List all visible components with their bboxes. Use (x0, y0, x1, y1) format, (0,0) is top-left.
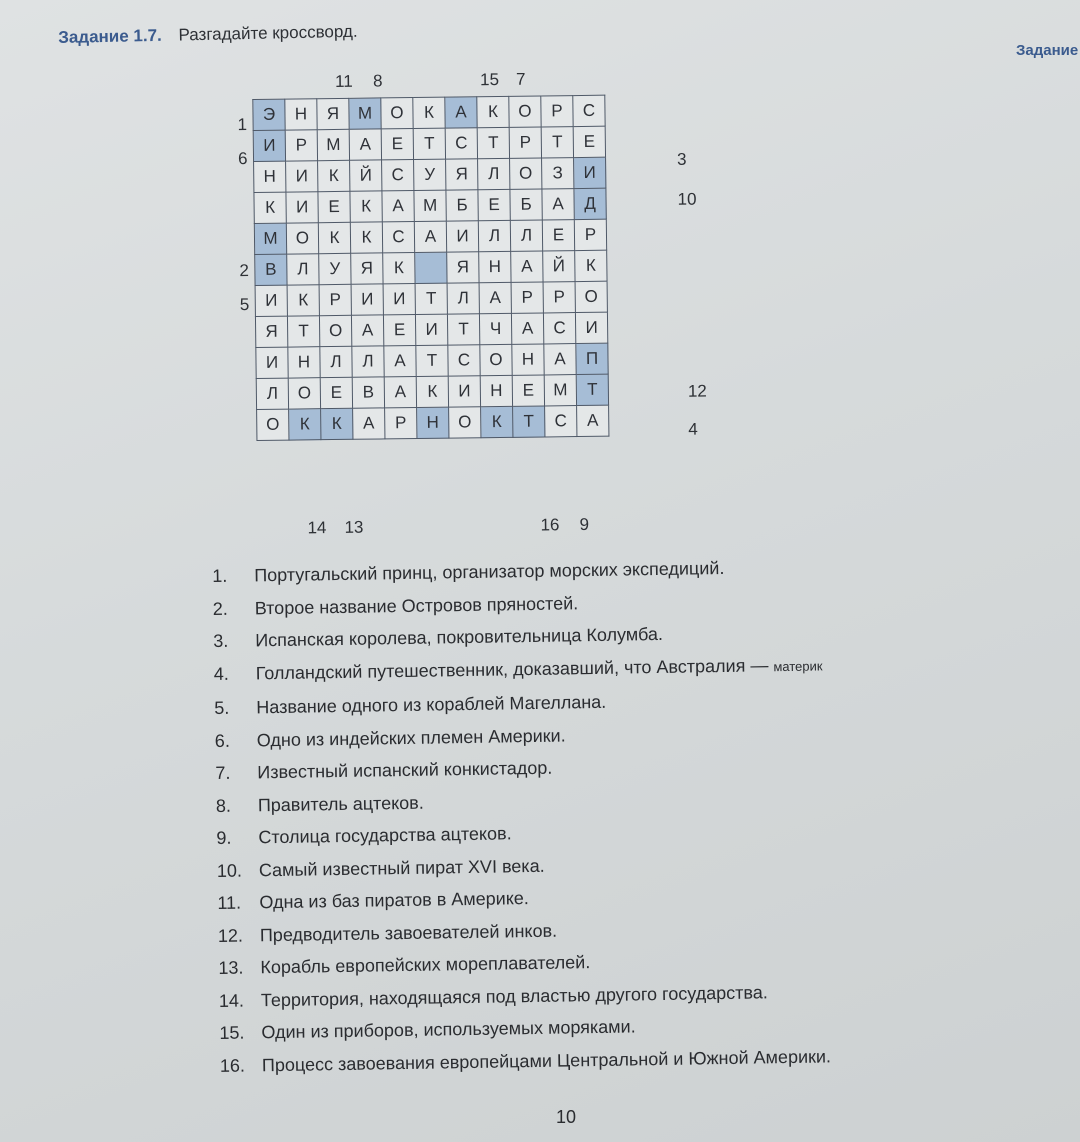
clue-text-small: материк (773, 657, 823, 674)
grid-cell: Н (288, 347, 320, 378)
clue-number: 1. (212, 565, 228, 586)
clue-list (212, 550, 831, 1082)
grid-cell: П (576, 343, 608, 374)
grid-cell: Т (415, 283, 447, 314)
grid-row (254, 219, 606, 254)
crossword-grid (252, 95, 609, 441)
grid-cell: С (573, 95, 605, 126)
clue-text: Самый известный пират XVI века. (258, 855, 545, 880)
grid-cell: М (317, 129, 349, 160)
grid-cell: Т (413, 128, 445, 159)
grid-cell: А (544, 344, 576, 375)
crossword (237, 69, 707, 538)
grid-cell: Р (511, 282, 543, 313)
clue-number: 15. (219, 1022, 245, 1043)
grid-cell: О (575, 281, 607, 312)
grid-cell: Е (381, 129, 413, 160)
grid-cell: Б (510, 189, 542, 220)
clue-number-top: 7 (515, 69, 526, 89)
clue-number-top: 15 (479, 69, 500, 90)
clue-number-bottom: 14 (307, 518, 327, 538)
grid-cell: К (318, 160, 350, 191)
grid-cell: И (575, 312, 607, 343)
clue-text: Предводитель завоевателей инков. (259, 920, 558, 945)
clue-number-bottom: 13 (344, 517, 364, 537)
grid-row (255, 281, 607, 316)
grid-cell: А (349, 129, 381, 160)
grid-cell: В (352, 377, 384, 408)
grid-cell: И (448, 376, 480, 407)
grid-cell: Т (541, 127, 573, 158)
grid-cell (415, 252, 447, 283)
grid-cell: К (416, 376, 448, 407)
grid-cell: М (349, 98, 381, 129)
grid-cell: С (543, 313, 575, 344)
grid-cell: Д (574, 188, 606, 219)
grid-cell: А (384, 377, 416, 408)
grid-cell: Н (285, 99, 317, 130)
grid-cell: С (382, 222, 414, 253)
grid-row (253, 126, 605, 161)
grid-cell: Е (542, 220, 574, 251)
clue-number: 12. (217, 925, 244, 946)
clue-number: 10. (216, 860, 243, 881)
grid-cell: О (319, 315, 351, 346)
clue-number: 7. (215, 762, 231, 783)
clue-number: 2. (212, 598, 228, 619)
clue-number-left: 1 (237, 115, 248, 135)
grid-cell: И (383, 284, 415, 315)
grid-cell: Е (320, 377, 352, 408)
clue-text: Одна из баз пиратов в Америке. (259, 888, 529, 913)
grid-cell: З (542, 158, 574, 189)
grid-cell: Я (255, 316, 287, 347)
clue-number-left: 6 (237, 149, 248, 169)
grid-row (257, 405, 609, 440)
grid-cell: К (321, 408, 353, 439)
grid-cell: У (319, 253, 351, 284)
grid-cell: Е (573, 126, 605, 157)
clue-number: 5. (214, 697, 230, 718)
clue-text: Испанская королева, покровительница Колумба. (255, 623, 664, 651)
grid-cell: Н (480, 375, 512, 406)
grid-row (253, 95, 605, 130)
clue-text: Название одного из кораблей Магеллана. (256, 691, 607, 718)
grid-cell: Т (287, 316, 319, 347)
grid-cell: Л (478, 158, 510, 189)
grid-cell: И (415, 314, 447, 345)
grid-cell: Л (478, 220, 510, 251)
grid-cell: М (254, 223, 286, 254)
clue-number-right: 4 (688, 419, 698, 439)
grid-cell: Р (541, 96, 573, 127)
grid-cell: Р (285, 130, 317, 161)
clue-text: Один из приборов, используемых моряками. (261, 1016, 636, 1043)
grid-cell: В (255, 254, 287, 285)
grid-row (255, 312, 607, 347)
grid-cell: О (509, 96, 541, 127)
grid-cell: К (287, 285, 319, 316)
grid-cell: К (477, 96, 509, 127)
task-instruction: Разгадайте кроссворд. (178, 21, 358, 45)
grid-cell: О (257, 409, 289, 440)
grid-cell: М (414, 190, 446, 221)
grid-cell: А (479, 282, 511, 313)
grid-cell: Л (320, 346, 352, 377)
grid-cell: О (480, 344, 512, 375)
grid-cell: Н (512, 344, 544, 375)
clue-text: Столица государства ацтеков. (258, 823, 512, 848)
clue-number: 8. (215, 795, 232, 816)
grid-cell: И (255, 285, 287, 316)
grid-cell: С (382, 160, 414, 191)
grid-cell: К (350, 222, 382, 253)
clue-text: Процесс завоевания европейцами Центральной и Южной Америки. (261, 1045, 832, 1075)
grid-cell: Я (446, 159, 478, 190)
grid-cell: О (449, 407, 481, 438)
grid-cell: Б (446, 190, 478, 221)
grid-cell: И (286, 192, 318, 223)
grid-cell: У (414, 159, 446, 190)
clue-text: Второе название Островов пряностей. (254, 592, 579, 618)
grid-cell: М (544, 375, 576, 406)
grid-cell: А (577, 405, 609, 436)
grid-cell: А (414, 221, 446, 252)
grid-cell: К (289, 409, 321, 440)
clue-number-bottom: 9 (579, 514, 590, 535)
clue-text: Известный испанский конкистадор. (257, 757, 553, 783)
grid-cell: И (574, 157, 606, 188)
clue-number-right: 10 (677, 189, 697, 209)
grid-cell: Е (478, 189, 510, 220)
grid-cell: К (481, 406, 513, 437)
grid-cell: А (353, 408, 385, 439)
grid-cell: Ч (479, 313, 511, 344)
clue-number-top: 11 (334, 71, 353, 91)
grid-cell: Е (512, 375, 544, 406)
grid-cell: К (254, 192, 286, 223)
clue-number: 3. (213, 630, 229, 651)
clue-number: 11. (217, 892, 242, 913)
grid-cell: К (383, 253, 415, 284)
grid-cell: Е (383, 315, 415, 346)
grid-cell: Н (479, 251, 511, 282)
page-number: 10 (556, 1107, 577, 1127)
clue-number: 9. (216, 827, 232, 848)
grid-cell: И (446, 221, 478, 252)
grid-cell: Я (447, 252, 479, 283)
grid-cell: Я (317, 98, 349, 129)
grid-cell: Т (447, 314, 479, 345)
clue-number: 16. (219, 1055, 246, 1076)
grid-row (256, 374, 608, 409)
grid-cell: И (351, 284, 383, 315)
grid-cell: О (510, 158, 542, 189)
clue-number-left: 2 (239, 261, 249, 281)
grid-cell: С (445, 128, 477, 159)
clue-text: Португальский принц, организатор морских экспедиций. (254, 557, 725, 586)
grid-cell: Т (477, 127, 509, 158)
grid-cell: Л (447, 283, 479, 314)
grid-row (256, 343, 608, 378)
grid-cell: И (256, 347, 288, 378)
grid-cell: Н (417, 407, 449, 438)
clue-text: Голландский путешественник, доказавший, что Австралия — (255, 654, 769, 683)
grid-cell: А (351, 315, 383, 346)
grid-cell: О (288, 378, 320, 409)
grid-cell: К (350, 191, 382, 222)
clue-number-top: 8 (372, 71, 383, 91)
grid-cell: Т (513, 406, 545, 437)
grid-cell: А (384, 346, 416, 377)
task-header (58, 22, 358, 48)
grid-cell: А (382, 191, 414, 222)
grid-cell: А (511, 251, 543, 282)
grid-cell: Т (576, 374, 608, 405)
grid-cell: Е (318, 191, 350, 222)
grid-row (254, 157, 606, 192)
grid-cell: Н (254, 161, 286, 192)
grid-cell: Р (385, 408, 417, 439)
grid-cell: Т (416, 345, 448, 376)
grid-cell: К (318, 222, 350, 253)
clue-number: 14. (218, 990, 245, 1011)
next-task-label: Задание (1016, 42, 1079, 59)
clue-text: Корабль европейских мореплавателей. (260, 952, 591, 978)
grid-cell: А (445, 97, 477, 128)
grid-row (255, 250, 607, 285)
grid-cell: К (413, 97, 445, 128)
grid-cell: С (448, 345, 480, 376)
grid-cell: Л (510, 220, 542, 251)
clue-text: Одно из индейских племен Америки. (256, 724, 566, 750)
clue-number-right: 3 (676, 149, 687, 169)
clue-number: 13. (218, 957, 244, 978)
grid-cell: Р (543, 282, 575, 313)
clue-text: Правитель ацтеков. (257, 792, 424, 815)
grid-cell: Л (287, 254, 319, 285)
grid-cell: И (253, 130, 285, 161)
grid-cell: К (575, 250, 607, 281)
grid-cell: С (545, 406, 577, 437)
clue-number: 6. (214, 730, 231, 751)
task-label: Задание 1.7. (58, 25, 162, 47)
grid-cell: Й (350, 160, 382, 191)
grid-cell: Э (253, 99, 285, 130)
grid-cell: Я (351, 253, 383, 284)
grid-cell: Р (509, 127, 541, 158)
clue-number-right: 12 (687, 381, 707, 401)
grid-cell: Л (352, 346, 384, 377)
grid-row (254, 188, 606, 223)
grid-cell: И (286, 161, 318, 192)
grid-cell: Р (319, 284, 351, 315)
clue-number: 4. (213, 663, 229, 684)
clue-text: Территория, находящаяся под властью другого государства. (260, 981, 768, 1010)
clue-number-left: 5 (239, 295, 250, 315)
grid-cell: Л (256, 378, 288, 409)
grid-cell: Й (543, 251, 575, 282)
grid-cell: Р (574, 219, 606, 250)
grid-cell: О (381, 98, 413, 129)
grid-cell: А (511, 313, 543, 344)
grid-cell: А (542, 189, 574, 220)
clue-number-bottom: 16 (540, 515, 560, 535)
grid-cell: О (286, 223, 318, 254)
